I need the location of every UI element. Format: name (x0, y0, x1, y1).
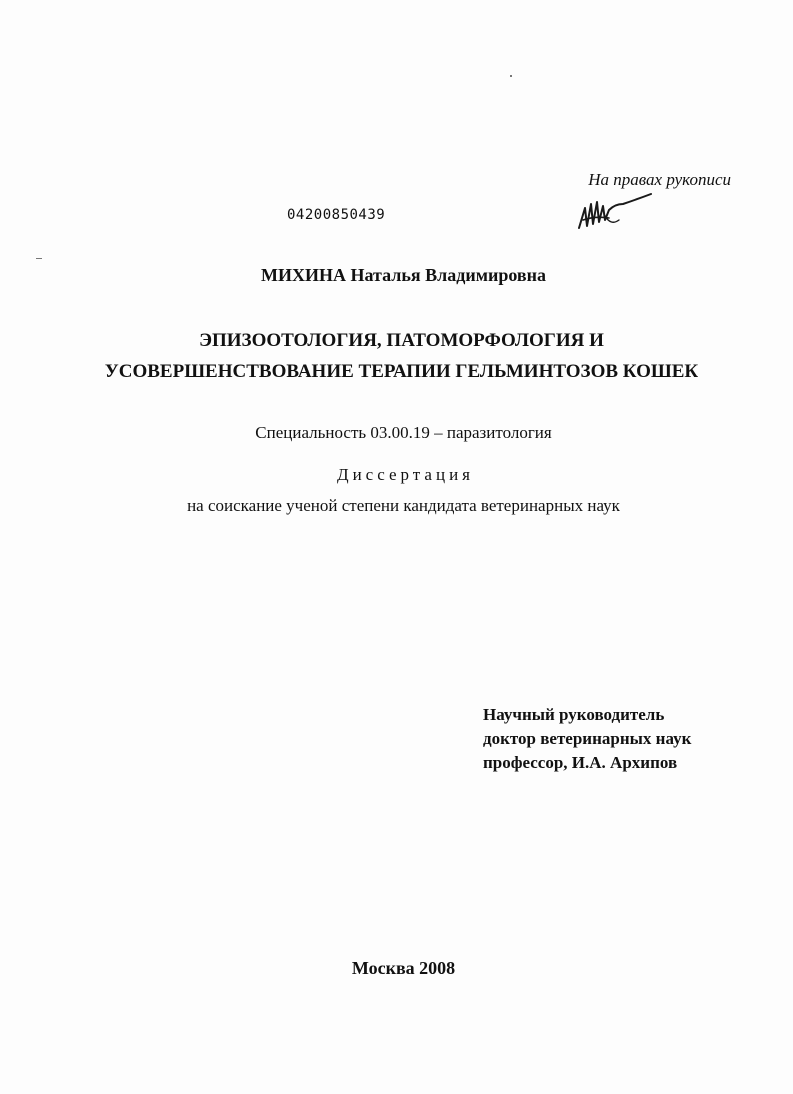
specialty-line: Специальность 03.00.19 – паразитология (255, 423, 552, 442)
signature-mark (575, 190, 665, 238)
scan-speck (36, 258, 42, 259)
dissertation-title (0, 325, 793, 387)
author-name: МИХИНА Наталья Владимировна (261, 265, 546, 285)
city-year: Москва 2008 (351, 958, 456, 978)
title-line-1: ЭПИЗООТОЛОГИЯ, ПАТОМОРФОЛОГИЯ И (199, 330, 604, 351)
rights-note: На правах рукописи (588, 170, 731, 189)
supervisor-degree: доктор ветеринарных наук (483, 729, 692, 748)
supervisor-role: Научный руководитель (483, 705, 665, 724)
supervisor-block (483, 703, 691, 775)
degree-line: на соискание ученой степени кандидата ветеринарных наук (187, 496, 620, 515)
supervisor-name: профессор, И.А. Архипов (483, 753, 678, 772)
scan-speck (510, 75, 512, 77)
title-line-2: УСОВЕРШЕНСТВОВАНИЕ ТЕРАПИИ ГЕЛЬМИНТОЗОВ КОШЕК (104, 361, 699, 382)
serial-number: 04200850439 (287, 207, 386, 223)
document-type: Диссертация (336, 465, 474, 484)
